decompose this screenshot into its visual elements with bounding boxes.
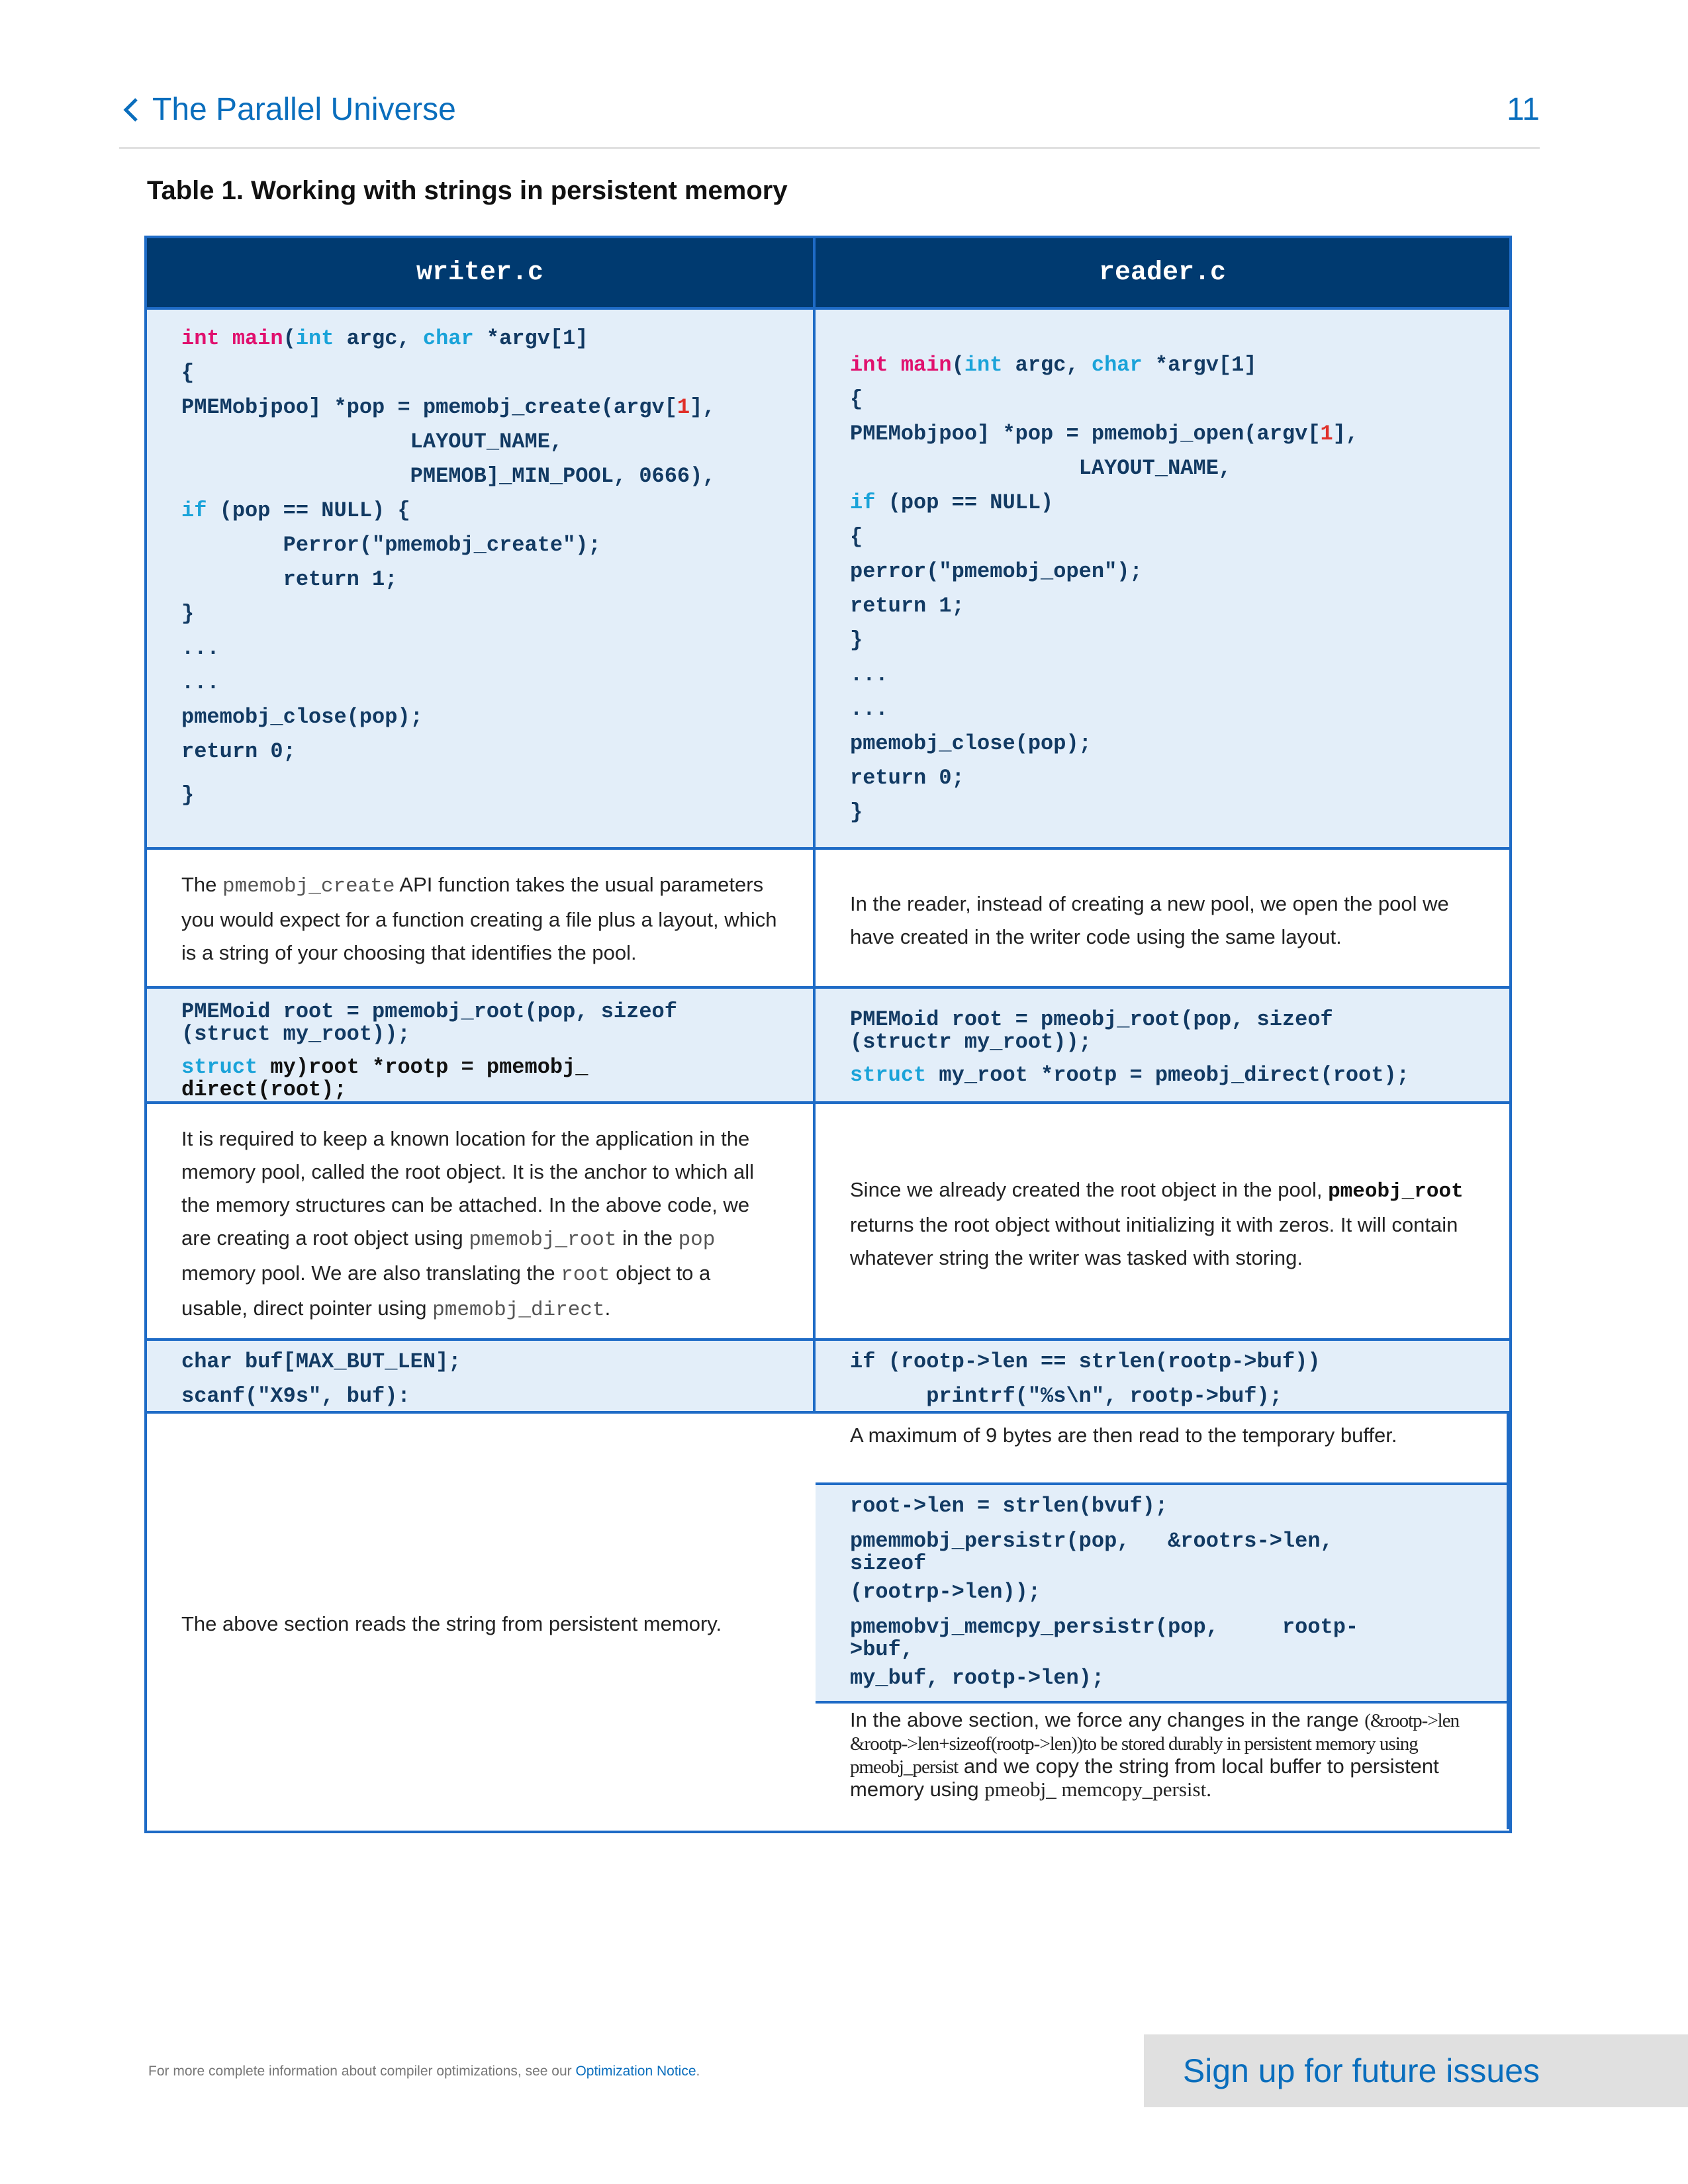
writer-explanation-persist: In the above section, we force any changes in the range (&rootp->len &rootp->len+sizeof(rootp->len))to be stored durably in persistent memory using pmeobj_persist and we copy the string from local buffer to persistent memory using pmeobj_ memcopy_persist. [816,1704,1509,1829]
code-line: PMEMoid root = pmeobj_root(pop, sizeof [850,1007,1333,1032]
code-line: int main(int argc, char *argv[1] [181,326,588,351]
code-line: ... [181,670,220,695]
optimization-notice-link[interactable]: Optimization Notice [575,2064,696,2079]
code-line: } [850,800,863,825]
code-line: { [850,525,863,549]
code-line: if (pop == NULL) { [181,498,410,523]
chevron-left-icon [119,97,143,123]
reader-column-header: reader.c [816,238,1509,310]
code-line: LAYOUT_NAME, [850,456,1232,480]
code-line: ... [850,697,888,721]
code-line: if (rootp->len == strlen(rootp->buf)) [850,1349,1321,1374]
code-line: struct my_root *rootp = pmeobj_direct(root); [850,1063,1409,1087]
code-line: sizeof [850,1551,927,1576]
code-line: { [850,387,863,412]
code-line: (struct my_root)); [181,1022,410,1046]
table-title: Table 1. Working with strings in persistent memory [147,176,788,205]
reader-root-code [816,989,1509,1104]
code-line: Perror("pmemobj_create"); [181,533,601,557]
strings-table [144,236,1512,1833]
reader-main-code [816,310,1509,850]
code-line: LAYOUT_NAME, [181,430,563,454]
code-line: } [850,628,863,653]
code-line: pmemmobj_persistr(pop, &rootrs->len, [850,1529,1333,1553]
writer-buffer-code [147,1341,816,1414]
signup-label: Sign up for future issues [1182,2052,1540,2089]
code-line: PMEMOB]_MIN_POOL, 0666), [181,464,716,488]
code-line: pmemobj_close(pop); [850,731,1092,756]
code-line: char buf[MAX_BUT_LEN]; [181,1349,461,1374]
writer-main-code [147,310,816,850]
page-number: 11 [1507,92,1540,127]
code-line: } [181,602,195,626]
code-line: pmemobj_close(pop); [181,705,423,729]
code-line: int main(int argc, char *argv[1] [850,353,1257,377]
code-line: scanf("X9s", buf): [181,1384,410,1408]
code-line: return 1; [850,594,964,618]
code-line: pmemobvj_memcpy_persistr(pop, rootp- [850,1615,1359,1639]
code-line: return 0; [181,739,296,764]
code-line: perror("pmemobj_open"); [850,559,1143,584]
signup-button[interactable] [1144,2034,1688,2107]
code-line: ... [181,636,220,660]
code-line: root->len = strlen(bvuf); [850,1494,1168,1518]
writer-explanation-buffer: A maximum of 9 bytes are then read to the temporary buffer. [816,1414,1509,1485]
writer-explanation-create: The pmemobj_create API function takes the usual parameters you would expect for a function creating a file plus a layout, which is a string of your choosing that identifies the pool. [147,850,816,989]
footer-note: For more complete information about compiler optimizations, see our Optimization Notice. [148,2064,700,2079]
writer-root-code [147,989,816,1104]
reader-print-code [816,1341,1509,1414]
code-line: PMEMobjpoo] *pop = pmemobj_open(argv[1], [850,422,1359,446]
code-line: struct my)root *rootp = pmemobj_ [181,1055,588,1079]
publication-title: The Parallel Universe [152,92,456,127]
code-line: >buf, [850,1637,914,1662]
page-header [119,91,1540,149]
code-line: if (pop == NULL) [850,490,1054,515]
reader-explanation-open: In the reader, instead of creating a new pool, we open the pool we have created in the writer code using the same layout. [816,850,1509,989]
code-line: (structr my_root)); [850,1030,1092,1054]
code-line: PMEMoid root = pmemobj_root(pop, sizeof [181,999,677,1024]
back-link[interactable] [119,91,456,128]
code-line: my_buf, rootp->len); [850,1666,1105,1690]
writer-column-header: writer.c [147,238,816,310]
reader-explanation-read: The above section reads the string from persistent memory. [147,1414,816,1829]
code-line: } [181,783,195,807]
reader-explanation-root: Since we already created the root object in the pool, pmeobj_root returns the root object without initializing it with zeros. It will contain whatever string the writer was tasked with storing. [816,1104,1509,1341]
code-line: return 0; [850,766,964,790]
code-line: PMEMobjpoo] *pop = pmemobj_create(argv[1], [181,395,716,420]
writer-persist-code [816,1485,1509,1704]
code-line: direct(root); [181,1077,347,1102]
writer-explanation-root: It is required to keep a known location for the application in the memory pool, called the root object. It is the anchor to which all the memory structures can be attached. In the above code, we are creating a root object using pmemobj_root in the pop memory pool. We are also translating the root object to a usable, direct pointer using pmemobj_direct. [147,1104,816,1341]
code-line: (rootrp->len)); [850,1580,1041,1604]
code-line: ... [850,662,888,687]
code-line: { [181,361,195,385]
code-line: printrf("%s\n", rootp->buf); [850,1384,1282,1408]
code-line: return 1; [181,567,398,592]
